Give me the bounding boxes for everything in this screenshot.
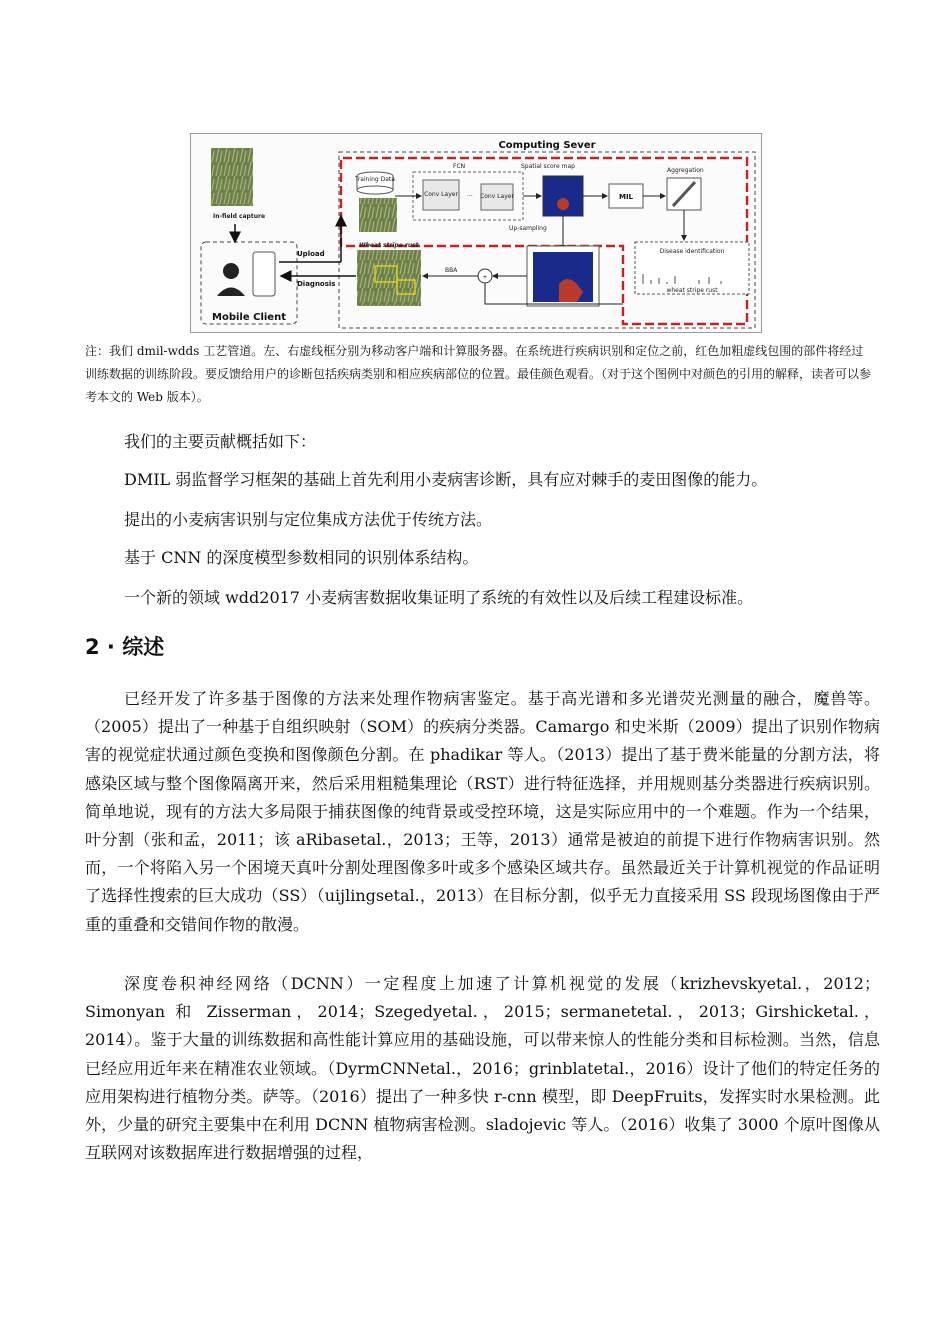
fcn-label: FCN (453, 163, 466, 170)
training-data-label: Training Data (355, 176, 395, 183)
up-sampling-label: Up-sampling (509, 225, 547, 232)
in-field-capture-label: In-field capture (213, 213, 266, 220)
upload-label: Upload (297, 250, 325, 258)
computing-server-label: Computing Sever (498, 140, 596, 151)
body-paragraph: 已经开发了许多基于图像的方法来处理作物病害鉴定。基于高光谱和多光谱荧光测量的融合，魔兽等。（2005）提出了一种基于自组织映射（SOM）的疾病分类器。Camargo 和史米斯（2009）提出了识别作物病害的视觉症状通过颜色变换和图像颜色分割。在 phadikar 等人。（2013）提出了基于费米能量的分割方法，将感染区域与整个图像隔离开来，然后采用粗糙集理论（RST）进行特征选择，并用规则基分类器进行疾病识别。简单地说，现有的方法大多局限于捕获图像的纯背景或受控环境，这是实际应用中的一个难题。作为一个结果，叶分割（张和孟，2011；该 aRibasetal.，2013；王等，2013）通常是被迫的前提下进行作物病害识别。然而，一个将陷入另一个困境天真叶分割处理图像多叶或多个感染区域共存。虽然最近关于计算机视觉的作品证明了选择性搜索的巨大成功（SS）（uijlingsetal.，2013）在目标分割，似乎无力直接采用 SS 段现场图像由于严重的重叠和交错间作物的散漫。 (85, 689, 880, 934)
wheat-stripe-rust-class-label: wheat stripe rust (666, 287, 718, 294)
pipeline-diagram (191, 134, 761, 332)
mil-label: MIL (618, 193, 634, 201)
contribution-item: 一个新的领域 wdd2017 小麦病害数据收集证明了系统的有效性以及后续工程建设标准。 (124, 588, 754, 607)
svg-text:+: + (482, 274, 488, 281)
contribution-item: 提出的小麦病害识别与定位集成方法优于传统方法。 (124, 510, 493, 529)
in-field-photo (211, 148, 253, 206)
aggregation-label: Aggregation (667, 167, 704, 174)
training-image (359, 198, 397, 232)
disease-identification-label: Disease identification (659, 248, 725, 255)
body-paragraph: 深度卷积神经网络（DCNN）一定程度上加速了计算机视觉的发展（krizhevskyetal.，2012；Simonyan 和 Zisserman，2014；Szegedyetal.，2015；sermanetetal.，2013；Girshicketal.，2014）。鉴于大量的训练数据和高性能计算应用的基础设施，可以带来惊人的性能分类和目标检测。当然，信息已经应用近年来在精准农业领域。（DyrmCNNetal.，2016；grinblatetal.，2016）设计了他们的特定任务的应用架构进行植物分类。萨等。（2016）提出了一种多快 r-cnn 模型，即 DeepFruits，发挥实时水果检测。此外，少量的研究主要集中在利用 DCNN 植物病害检测。sladojevic 等人。（2016）收集了 3000 个原叶图像从互联网对该数据库进行数据增强的过程， (85, 974, 880, 1163)
bba-label: BBA (445, 267, 458, 274)
diagnosis-label: Diagnosis (297, 280, 336, 288)
figure-caption: 注：我们 dmil-wdds 工艺管道。左、右虚线框分别为移动客户端和计算服务器。在系统进行疾病识别和定位之前，红色加粗虚线包围的部件将经过训练数据的训练阶段。要反馈给用户的诊断包括疾病类别和相应疾病部位的位置。最佳颜色观看。（对于这个图例中对颜色的引用的解释，读者可以参考本文的 Web 版本）。 (85, 344, 872, 404)
contribution-item: 基于 CNN 的深度模型参数相同的识别体系结构。 (124, 548, 479, 567)
wheat-stripe-rust-label: Wheat stripe rust (359, 242, 419, 249)
spatial-score-map-label: Spatial score map (521, 163, 575, 170)
conv-layer-2-label: Conv Layer (480, 193, 514, 200)
section-heading: 2 · 综述 (85, 635, 165, 659)
conv-layer-1-label: Conv Layer (424, 191, 458, 198)
contribution-item: DMIL 弱监督学习框架的基础上首先利用小麦病害诊断，具有应对棘手的麦田图像的能力。 (124, 470, 768, 489)
phone-icon (253, 252, 275, 296)
user-icon (223, 263, 239, 279)
pipeline-figure (190, 133, 762, 333)
contributions-intro: 我们的主要贡献概括如下： (124, 432, 317, 451)
svg-text:···: ··· (467, 193, 473, 200)
mobile-client-label: Mobile Client (212, 312, 286, 323)
result-image (357, 250, 421, 306)
